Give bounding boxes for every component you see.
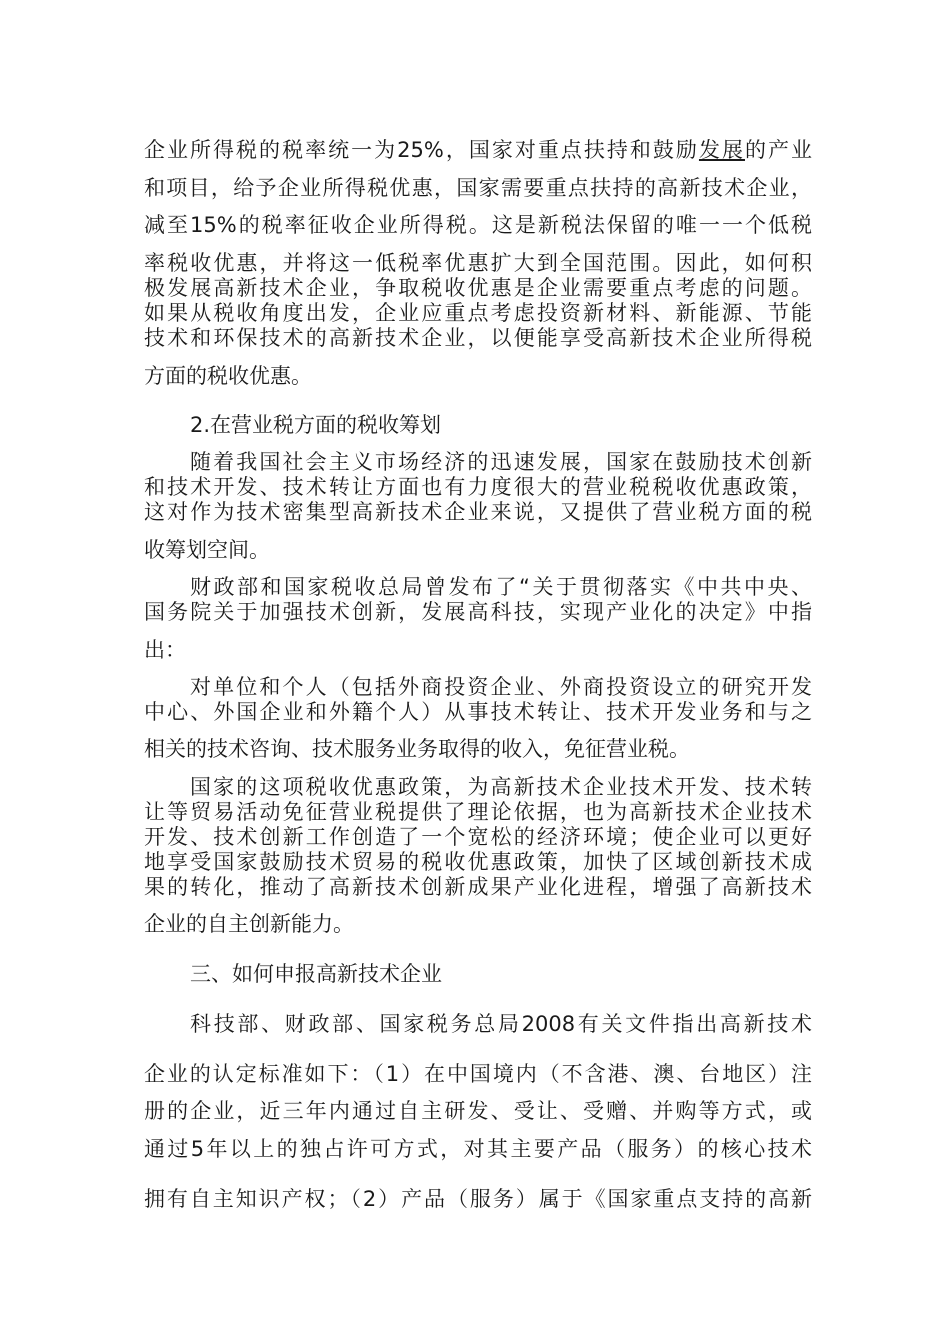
text-line: 这对作为技术密集型高新技术企业来说，又提供了营业税方面的税 — [144, 500, 812, 524]
text-line: 相关的技术咨询、技术服务业务取得的收入，免征营业税。 — [144, 737, 690, 761]
text-line: 开发、技术创新工作创造了一个宽松的经济环境；使企业可以更好 — [144, 825, 812, 849]
text-line: 果的转化，推动了高新技术创新成果产业化进程，增强了高新技术 — [144, 875, 812, 899]
text-line: 科技部、财政部、国家税务总局2008有关文件指出高新技术 — [190, 1012, 812, 1036]
text-line: 国务院关于加强技术创新，发展高科技，实现产业化的决定》中指 — [144, 600, 812, 624]
section-heading: 2.在营业税方面的税收筹划 — [190, 413, 442, 437]
text-line: 企业的自主创新能力。 — [144, 912, 354, 936]
text-line — [144, 135, 812, 165]
text-line: 财政部和国家税收总局曾发布了“关于贯彻落实《中共中央、 — [190, 575, 812, 599]
text-line: 出： — [144, 638, 186, 662]
text-line: 和项目，给予企业所得税优惠，国家需要重点扶持的高新技术企业， — [144, 176, 812, 200]
hyperlink-fazhan[interactable]: 发展 — [698, 138, 745, 162]
text-line: 册的企业，近三年内通过自主研发、受让、受赠、并购等方式，或 — [144, 1099, 812, 1123]
text-line: 国家的这项税收优惠政策，为高新技术企业技术开发、技术转 — [190, 775, 812, 799]
text-line: 通过5年以上的独占许可方式，对其主要产品（服务）的核心技术 — [144, 1137, 812, 1161]
text-line: 地享受国家鼓励技术贸易的税收优惠政策，加快了区域创新技术成 — [144, 850, 812, 874]
text-line: 企业的认定标准如下：（1）在中国境内（不含港、澳、台地区）注 — [144, 1062, 812, 1086]
text-line: 和技术开发、技术转让方面也有力度很大的营业税税收优惠政策， — [144, 475, 812, 499]
text-line: 拥有自主知识产权；（2）产品（服务）属于《国家重点支持的高新 — [144, 1187, 812, 1211]
text-line: 率税收优惠，并将这一低税率优惠扩大到全国范围。因此，如何积 — [144, 251, 812, 275]
text-line: 极发展高新技术企业，争取税收优惠是企业需要重点考虑的问题。 — [144, 276, 812, 300]
text-line: 技术和环保技术的高新技术企业，以便能享受高新技术企业所得税 — [144, 326, 812, 350]
text-line: 方面的税收优惠。 — [144, 364, 312, 388]
text-line: 减至15%的税率征收企业所得税。这是新税法保留的唯一一个低税 — [144, 213, 812, 237]
text-run: 企业所得税的税率统一为25%，国家对重点扶持和鼓励 — [144, 138, 699, 162]
text-run: 的产业 — [744, 138, 812, 162]
text-line: 收筹划空间。 — [144, 538, 270, 562]
text-line: 对单位和个人（包括外商投资企业、外商投资设立的研究开发 — [190, 675, 812, 699]
text-line: 让等贸易活动免征营业税提供了理论依据，也为高新技术企业技术 — [144, 800, 812, 824]
section-heading: 三、如何申报高新技术企业 — [190, 962, 442, 986]
text-line: 随着我国社会主义市场经济的迅速发展，国家在鼓励技术创新 — [190, 450, 812, 474]
text-line: 中心、外国企业和外籍个人）从事技术转让、技术开发业务和与之 — [144, 700, 812, 724]
text-line: 如果从税收角度出发，企业应重点考虑投资新材料、新能源、节能 — [144, 301, 812, 325]
